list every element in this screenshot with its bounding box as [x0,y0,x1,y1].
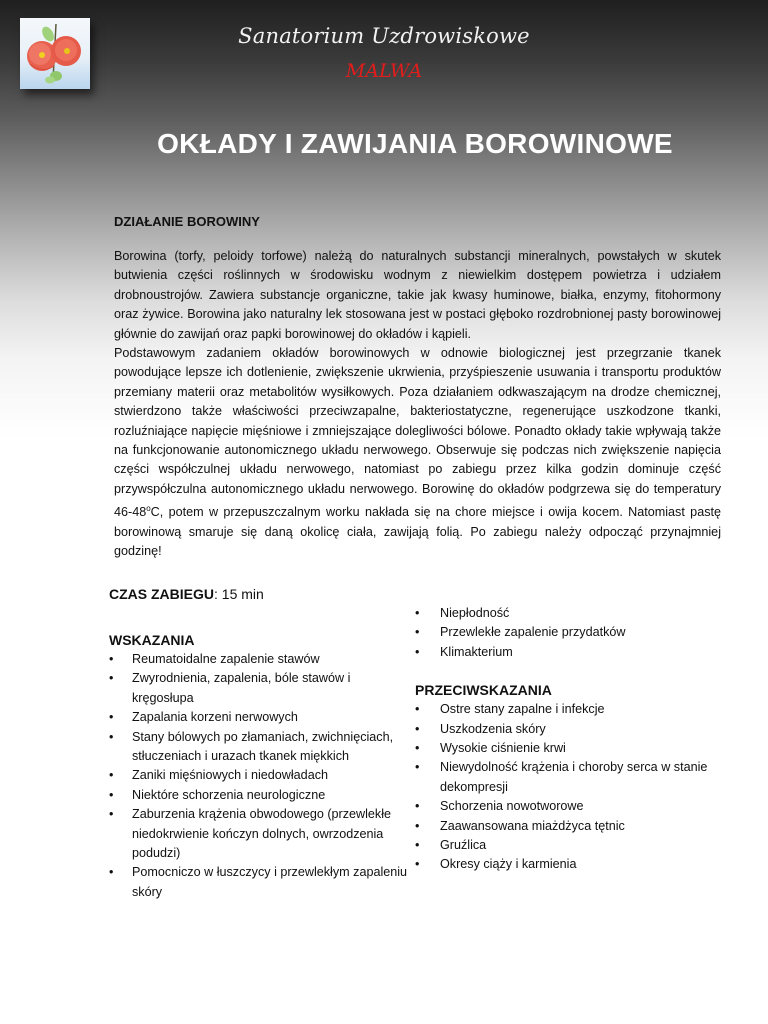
list-item-text: Pomocniczo w łuszczycy i przewlekłym zapaleniu skóry [132,865,408,899]
list-item-text: Zaburzenia krążenia obwodowego (przewlekłe niedokrwienie kończyn dolnych, owrzodzenia podudzi) [132,807,392,861]
page-title: OKŁADY I ZAWIJANIA BOROWINOWE [157,128,673,159]
brand-subtitle: MALWA [345,60,423,82]
paragraph-2-part-2: C, potem w przepuszczalnym worku nakłada się na chore miejsce i owija kocem. Natomiast pastę borowinową smaruje się daną okolicę ciała, zawijają folią. Po zabiegu należy odpocząć przynajmniej godzinę! [114,505,721,559]
treatment-time-label: CZAS ZABIEGU [109,586,214,602]
list-item [109,863,409,902]
bullet-icon: • [109,652,114,666]
list-item-text: Klimakterium [440,644,513,659]
bullet-icon: • [415,838,420,853]
list-item [109,805,409,863]
bullet-icon: • [109,807,114,822]
degree-symbol: o [146,504,151,514]
list-item-text: Zaniki mięśniowych i niedowładach [132,768,328,783]
list-item [109,669,409,708]
treatment-time-separator: : [214,586,218,602]
list-item-text: Niektóre schorzenia neurologiczne [132,787,326,802]
bullet-icon: • [109,729,114,744]
indications-list [109,650,409,902]
list-item [415,720,745,739]
list-item-text: Zwyrodnienia, zapalenia, bóle stawów i kręgosłupa [132,671,351,705]
list-item [415,643,745,662]
bullet-icon: • [109,710,114,725]
paragraph-2 [114,344,721,562]
list-item [109,766,409,785]
list-item [415,739,745,758]
bullet-icon: • [415,702,420,717]
list-item-text: Reumatoidalne zapalenie stawów [132,652,320,666]
bullet-icon: • [415,625,420,640]
list-item [415,604,745,623]
list-item [415,700,745,719]
spacer [415,662,745,682]
list-item-text: Okresy ciąży i karmienia [440,857,577,872]
bullet-icon: • [415,721,420,736]
list-item [415,817,745,836]
bullet-icon: • [415,818,420,833]
list-item-text: Przewlekłe zapalenie przydatków [440,625,626,640]
right-column [415,604,745,875]
indications-list-continued [415,604,745,662]
list-item-text: Zapalania korzeni nerwowych [132,710,298,725]
list-item [109,728,409,767]
section-heading: DZIAŁANIE BOROWINY [114,214,260,229]
list-item [415,836,745,855]
bullet-icon: • [415,857,420,872]
list-item-text: Niepłodność [440,606,510,620]
treatment-time-value: 15 min [217,586,264,602]
list-item [109,650,409,669]
list-item [415,855,745,874]
list-item-text: Schorzenia nowotworowe [440,799,584,814]
bullet-icon: • [109,865,114,880]
list-item-text: Niewydolność krążenia i choroby serca w stanie dekompresji [440,760,708,794]
bullet-icon: • [415,606,420,620]
left-column [109,586,409,902]
indications-heading: WSKAZANIA [109,632,195,648]
list-item [415,623,745,642]
contraindications-heading: PRZECIWSKAZANIA [415,682,552,699]
list-item-text: Ostre stany zapalne i infekcje [440,702,605,717]
bullet-icon: • [415,799,420,814]
bullet-icon: • [415,644,420,659]
contraindications-list [415,700,745,875]
list-item [415,797,745,816]
list-item-text: Wysokie ciśnienie krwi [440,741,566,756]
description-body [114,247,721,562]
list-item-text: Gruźlica [440,838,487,853]
list-item [109,786,409,805]
treatment-time [109,586,409,602]
bullet-icon: • [109,787,114,802]
list-item-text: Stany bólowych po złamaniach, zwichnięciach, stłuczeniach i urazach tkanek miękkich [132,729,394,764]
bullet-icon: • [109,671,114,686]
list-item-text: Uszkodzenia skóry [440,721,546,736]
paragraph-1: Borowina (torfy, peloidy torfowe) należą do naturalnych substancji mineralnych, powstałych w skutek butwienia części roślinnych w środowisku wodnym z niewielkim dostępem powietrza i udziałem drobnoustrojów. Zawiera substancje organiczne, takie jak kwasy huminowe, białka, enzymy, fitohormony oraz żywice. Borowina jako naturalny lek stosowana jest w postaci głęboko rozdrobnionej pasty borowinowej głównie do zawijań oraz papki borowinowej do okładów i kąpieli. [114,249,721,341]
list-item [109,708,409,727]
bullet-icon: • [415,741,420,756]
list-item-text: Zaawansowana miażdżyca tętnic [440,818,625,833]
paragraph-2-part-1: Podstawowym zadaniem okładów borowinowych w odnowie biologicznej jest przegrzanie tkanek powodujące lepsze ich dotlenienie, zwiększenie ukrwienia, przyśpieszenie usuwania i transportu produktów przemiany materii oraz metabolitów wysiłkowych. Poza działaniem odkwaszającym na drodze chemicznej, stwierdzono także właściwości przeciwzapalne, bakteriostatyczne, regenerujące uszkodzone tkanki, rozluźniające napięcie mięśniowe i zmniejszające dolegliwości bólowe. Ponadto okłady takie wpływają także na funkcjonowanie autonomicznego układu nerwowego. Obserwuje się podczas nich zwiększenie napięcia części współczulnej układu nerwowego, natomiast po zabiegu przez kilka godzin dominuje część przywspółczulna autonomicznego układu nerwowego. Borowinę do okładów podgrzewa się do temperatury 46-48 [114,346,721,520]
bullet-icon: • [109,768,114,783]
bullet-icon: • [415,760,420,775]
brand-name: Sanatorium Uzdrowiskowe [238,24,530,48]
list-item [415,758,745,797]
